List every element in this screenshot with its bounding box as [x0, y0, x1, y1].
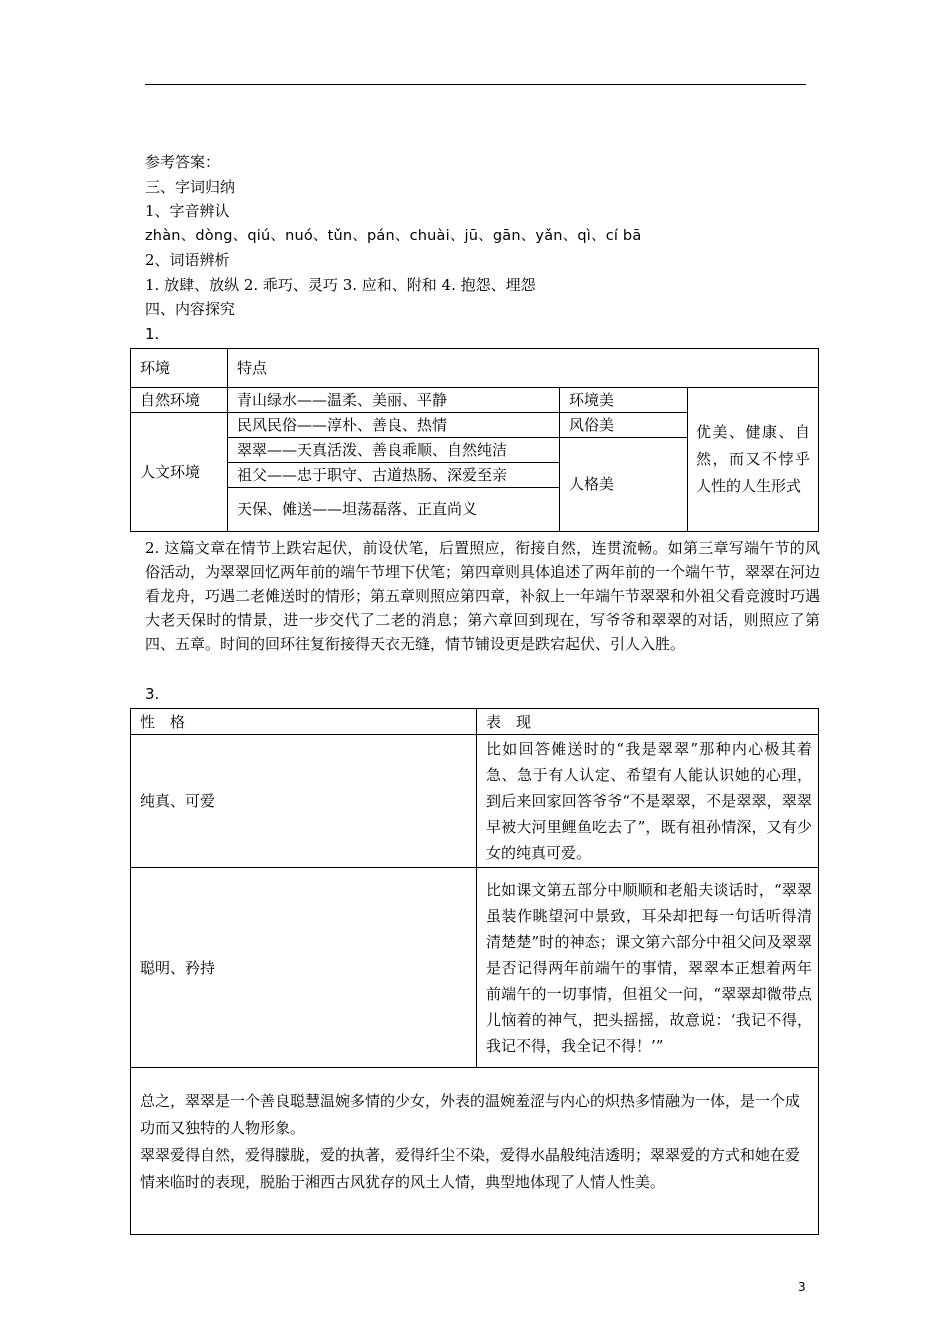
page-number: 3 [798, 1280, 806, 1294]
natural-beauty-label: 环境美 [560, 388, 688, 413]
table3-header-trait: 性 格 [131, 709, 477, 735]
item-1-title: 1、字音辨认 [145, 202, 230, 220]
summary-cell [131, 1068, 819, 1235]
trait-grandfather: 祖父——忠于职守、古道热肠、深爱至亲 [228, 463, 559, 488]
question-1-label: 1. [145, 324, 160, 343]
answer-content [145, 150, 817, 346]
natural-environment-trait: 青山绿水——温柔、美丽、平静 [228, 388, 560, 413]
person-traits-cell [228, 438, 560, 532]
trait-innocent: 纯真、可爱 [131, 735, 477, 868]
environment-table [130, 348, 819, 532]
custom-trait: 民风民俗——淳朴、善良、热情 [228, 413, 560, 438]
summary-paragraph-1: 总之，翠翠是一个善良聪慧温婉多情的少女，外表的温婉羞涩与内心的炽热多情融为一体，是一个成功而又独特的人物形象。 [140, 1092, 801, 1137]
performance-clever: 比如课文第五部分中顺顺和老船夫谈话时，“翠翠虽装作眺望河中景致，耳朵却把每一句话听得清清楚楚”时的神态；课文第六部分中祖父问及翠翠是否记得两年前端午的事情，翠翠本正想着两年前端午的一切事情，但祖父一问，“翠翠却微带点儿恼着的神气，把头摇摇，故意说：‘我记不得，我记不得，我全记不得！’” [477, 868, 819, 1068]
section-3-title: 三、字词归纳 [145, 177, 236, 196]
question-2-answer: 2. 这篇文章在情节上跌宕起伏，前设伏笔，后置照应，衔接自然，连贯流畅。如第三章写端午节的风俗活动，为翠翠回忆两年前的端午节埋下伏笔；第四章则具体追述了两年前的一个端午节，翠翠在河边看龙舟，巧遇二老傩送时的情形；第五章则照应第四章，补叙上一年端午节翠翠和外祖父看竞渡时巧遇大老天保时的情景，进一步交代了二老的消息；第六章回到现在，写爷爷和翠翠的对话，则照应了第四、五章。时间的回环往复衔接得天衣无缝，情节铺设更是跌宕起伏、引人入胜。 [145, 539, 821, 653]
header-rule [145, 84, 806, 85]
table3-header-performance: 表 现 [477, 709, 819, 735]
conclusion-cell: 优美、健康、自然，而又不悖乎人性的人生形式 [688, 388, 819, 532]
person-traits-list [228, 438, 559, 531]
summary-paragraph-2: 翠翠爱得自然，爱得朦胧，爱的执著，爱得纤尘不染，爱得水晶般纯洁透明；翠翠爱的方式和她在爱情来临时的表现，脱胎于湘西古风犹存的风土人情，典型地体现了人情人性美。 [140, 1146, 801, 1191]
person-beauty-label: 人格美 [560, 438, 688, 532]
table1-header-features: 特点 [228, 349, 819, 388]
trait-tianbao-nuosong: 天保、傩送——坦荡磊落、正直尚义 [237, 500, 478, 519]
table1-header-environment: 环境 [131, 349, 228, 388]
answers-heading: 参考答案： [145, 153, 221, 171]
performance-innocent: 比如回答傩送时的“我是翠翠”那种内心极其着急、急于有人认定、希望有人能认识她的心理，到后来回家回答爷爷“不是翠翠，不是翠翠，翠翠早被大河里鲤鱼吃去了”，既有祖孙情深，又有少女的纯真可爱。 [477, 735, 819, 868]
humane-environment-label: 人文环境 [131, 413, 228, 532]
section-4-title: 四、内容探究 [145, 300, 236, 318]
trait-clever: 聪明、矜持 [131, 868, 477, 1068]
trait-cuicui: 翠翠——天真活泼、善良乖顺、自然纯洁 [228, 438, 559, 463]
word-distinction-answers: 1. 放肆、放纵 2. 乖巧、灵巧 3. 应和、附和 4. 抱怨、埋怨 [145, 275, 536, 294]
custom-beauty-label: 风俗美 [560, 413, 688, 438]
pinyin-answers: zhàn、dòng、qiú、nuó、tǔn、pán、chuài、jū、gān、yǎn、qì、cí bā [145, 227, 642, 244]
character-table [130, 708, 819, 1235]
natural-environment-label: 自然环境 [131, 388, 228, 413]
item-2-title: 2、词语辨析 [145, 251, 230, 269]
question-3-label: 3. [145, 685, 160, 703]
